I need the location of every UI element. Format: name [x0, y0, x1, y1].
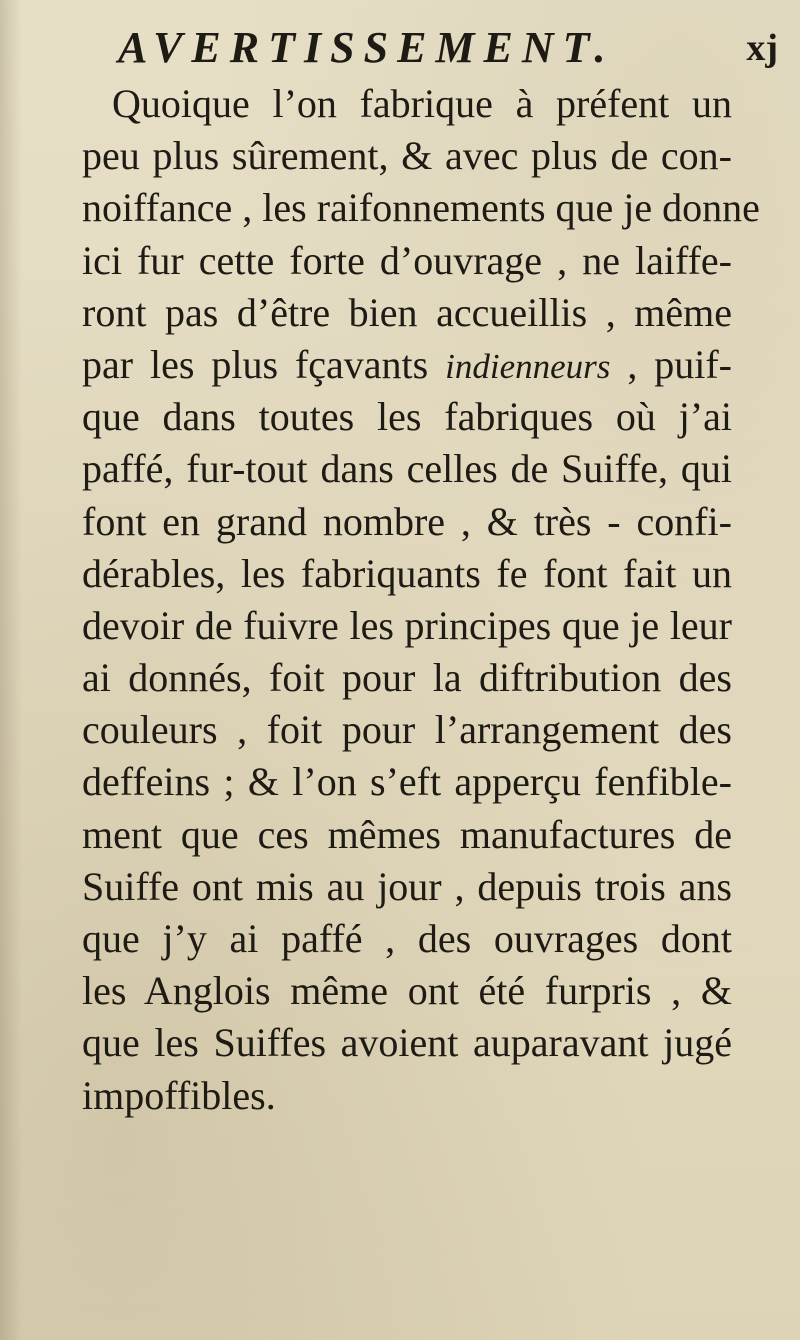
- text-line: ment que ces mêmes manufactures de: [82, 811, 732, 857]
- text-segment: , puif-: [627, 341, 733, 387]
- text-segment: par les plus fçavants: [82, 341, 429, 387]
- text-line: ai donnés, foit pour la diftribution des: [82, 655, 732, 701]
- text-line: peu plus sûrement, & avec plus de con-: [82, 133, 732, 179]
- text-line: impoffibles.: [82, 1072, 276, 1118]
- text-line: devoir de fuivre les principes que je leur: [82, 602, 732, 648]
- text-line: ront pas d’être bien accueillis , même: [82, 289, 732, 335]
- text-line: [82, 339, 732, 391]
- text-line: font en grand nombre , & très - confi-: [82, 498, 732, 544]
- text-line: noiffance , les raifonnements que je donne: [82, 185, 760, 231]
- text-line: que dans toutes les fabriques où j’ai: [82, 394, 732, 440]
- text-line: deffeins ; & l’on s’eft apperçu fenfible-: [82, 759, 732, 805]
- text-line: que les Suiffes avoient auparavant jugé: [82, 1020, 732, 1066]
- text-line: les Anglois même ont été furpris , &: [82, 968, 732, 1014]
- body-paragraph: [82, 78, 760, 1122]
- text-line: que j’y ai paffé , des ouvrages dont: [82, 916, 732, 961]
- text-line: paffé, fur-tout dans celles de Suiffe, qui: [82, 446, 732, 492]
- text-line: couleurs , foit pour l’arrangement des: [82, 707, 732, 753]
- page-header: [118, 20, 778, 76]
- text-line: dérables, les fabriquants fe font fait un: [82, 550, 732, 596]
- text-line: Quoique l’on fabrique à préfent un: [112, 81, 732, 126]
- page-number: xj: [746, 27, 778, 69]
- italic-term: indienneurs: [445, 346, 611, 386]
- running-head: AVERTISSEMENT.: [118, 23, 615, 72]
- text-line: Suiffe ont mis au jour , depuis trois ans: [82, 863, 732, 909]
- page-edge-shadow: [0, 0, 22, 1340]
- text-line: ici fur cette forte d’ouvrage , ne laiffe-: [82, 237, 732, 283]
